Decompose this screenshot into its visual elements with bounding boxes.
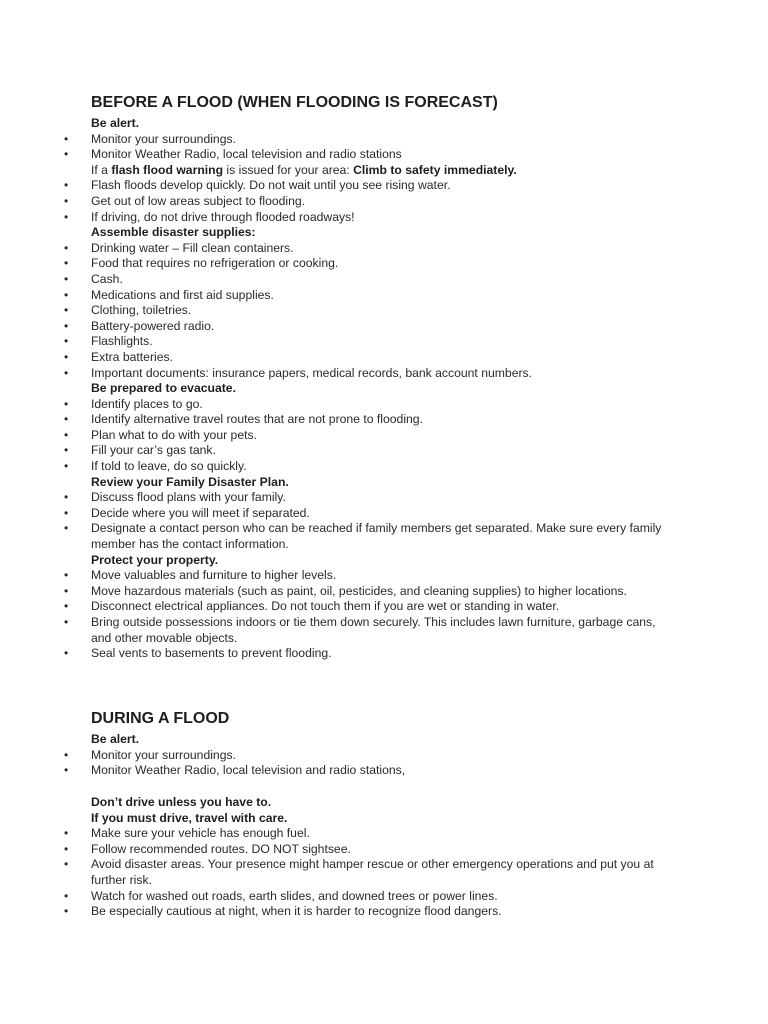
bullet-icon: • [64, 193, 69, 208]
bullet-icon: • [64, 287, 69, 302]
subheading-be-alert: Be alert. [91, 116, 140, 130]
list-item: • Disconnect electrical appliances. Do not touch them if you are wet or standing in water. [64, 599, 560, 614]
subheading-family-plan: Review your Family Disaster Plan. [91, 474, 289, 489]
during-flood-heading: DURING A FLOOD [91, 710, 230, 727]
be-alert-block [0, 116, 768, 225]
list-item: • Battery-powered radio. [64, 318, 215, 333]
list-item: • Medications and first aid supplies. [64, 287, 274, 302]
bullet-icon: • [64, 209, 69, 224]
during-flood-section [0, 709, 768, 779]
list-item: • Watch for washed out roads, earth slides, and downed trees or power lines. [64, 888, 498, 903]
subheading-supplies: Assemble disaster supplies: [91, 225, 256, 240]
bullet-icon: • [64, 521, 69, 536]
subheading-dont-drive: Don’t drive unless you have to. [91, 795, 272, 809]
bullet-icon: • [64, 240, 69, 255]
list-item: • Monitor your surroundings. [64, 747, 236, 762]
bullet-icon: • [64, 747, 69, 762]
bullet-icon: • [64, 646, 69, 661]
list-item: • Plan what to do with your pets. [64, 427, 257, 442]
bullet-icon: • [64, 583, 69, 598]
bullet-icon: • [64, 427, 69, 442]
list-item: • Drinking water – Fill clean containers. [64, 240, 294, 255]
bullet-icon: • [64, 888, 69, 903]
list-item: • Decide where you will meet if separated. [64, 505, 310, 520]
bullet-icon: • [64, 505, 69, 520]
bullet-icon: • [64, 131, 69, 146]
drive-block [0, 795, 768, 920]
list-item: • Fill your car’s gas tank. [64, 443, 216, 458]
list-item: • Extra batteries. [64, 349, 173, 364]
bullet-icon: • [64, 490, 69, 505]
list-item: • Move hazardous materials (such as paint, oil, pesticides, and cleaning supplies) to higher locations. [64, 583, 627, 598]
bullet-icon: • [64, 256, 69, 271]
before-flood-section [0, 93, 768, 662]
bullet-icon: • [64, 271, 69, 286]
bullet-icon: • [64, 763, 69, 778]
supplies-block [0, 225, 768, 381]
bullet-icon: • [64, 365, 69, 380]
list-item: • Get out of low areas subject to flooding. [64, 193, 306, 208]
flash-flood-note: If a flash flood warning is issued for your area: Climb to safety immediately. [91, 162, 517, 177]
list-item: • Avoid disaster areas. Your presence might hamper rescue or other emergency operations and put you at further risk. [64, 857, 654, 887]
subheading-drive-with-care: If you must drive, travel with care. [91, 810, 288, 825]
bullet-icon: • [64, 599, 69, 614]
bullet-icon: • [64, 303, 69, 318]
family-plan-block [0, 475, 768, 553]
list-item: • Cash. [64, 271, 123, 286]
list-item: • Be especially cautious at night, when it is harder to recognize flood dangers. [64, 904, 502, 919]
during-drive-section [0, 795, 768, 920]
list-item: • Bring outside possessions indoors or tie them down securely. This includes lawn furniture, garbage cans, and other movable objects. [64, 615, 656, 645]
list-item: • Monitor Weather Radio, local television and radio stations, [64, 763, 406, 778]
subheading-be-alert: Be alert. [91, 732, 140, 746]
bullet-icon: • [64, 147, 69, 162]
list-item: • Designate a contact person who can be reached if family members get separated. Make sure every family member has the contact information. [64, 521, 662, 552]
subheading-evacuate: Be prepared to evacuate. [91, 381, 236, 396]
list-item: • Discuss flood plans with your family. [64, 490, 286, 505]
bullet-icon: • [64, 318, 69, 333]
evacuate-block [0, 381, 768, 475]
list-item: • Follow recommended routes. DO NOT sightsee. [64, 841, 351, 856]
bullet-icon: • [64, 904, 69, 919]
list-item: • Clothing, toiletries. [64, 303, 192, 318]
list-item: • Important documents: insurance papers, medical records, bank account numbers. [64, 365, 533, 380]
bullet-icon: • [64, 178, 69, 193]
bullet-icon: • [64, 459, 69, 474]
list-item: • Make sure your vehicle has enough fuel. [64, 826, 310, 841]
list-item: • Monitor your surroundings. [64, 131, 236, 146]
bullet-icon: • [64, 568, 69, 583]
before-flood-heading: BEFORE A FLOOD (WHEN FLOODING IS FORECAST) [91, 94, 498, 111]
property-block [0, 553, 768, 662]
list-item: • If driving, do not drive through flooded roadways! [64, 209, 355, 224]
bullet-icon: • [64, 334, 69, 349]
list-item: • Food that requires no refrigeration or cooking. [64, 256, 339, 271]
list-item: • Identify alternative travel routes that are not prone to flooding. [64, 412, 423, 427]
list-item: • Flash floods develop quickly. Do not wait until you see rising water. [64, 178, 451, 193]
bullet-icon: • [64, 826, 69, 841]
list-item: • Monitor Weather Radio, local television and radio stations [64, 147, 402, 162]
list-item: • Move valuables and furniture to higher levels. [64, 568, 337, 583]
subheading-property: Protect your property. [91, 552, 219, 567]
bullet-icon: • [64, 412, 69, 427]
bullet-icon: • [64, 349, 69, 364]
during-be-alert-block [0, 732, 768, 779]
bullet-icon: • [64, 857, 69, 872]
list-item: • Flashlights. [64, 334, 153, 349]
bullet-icon: • [64, 615, 69, 629]
bullet-icon: • [64, 396, 69, 411]
bullet-icon: • [64, 841, 69, 856]
list-item: • Identify places to go. [64, 396, 203, 411]
list-item: • If told to leave, do so quickly. [64, 459, 247, 474]
bullet-icon: • [64, 443, 69, 458]
list-item: • Seal vents to basements to prevent flooding. [64, 646, 332, 661]
